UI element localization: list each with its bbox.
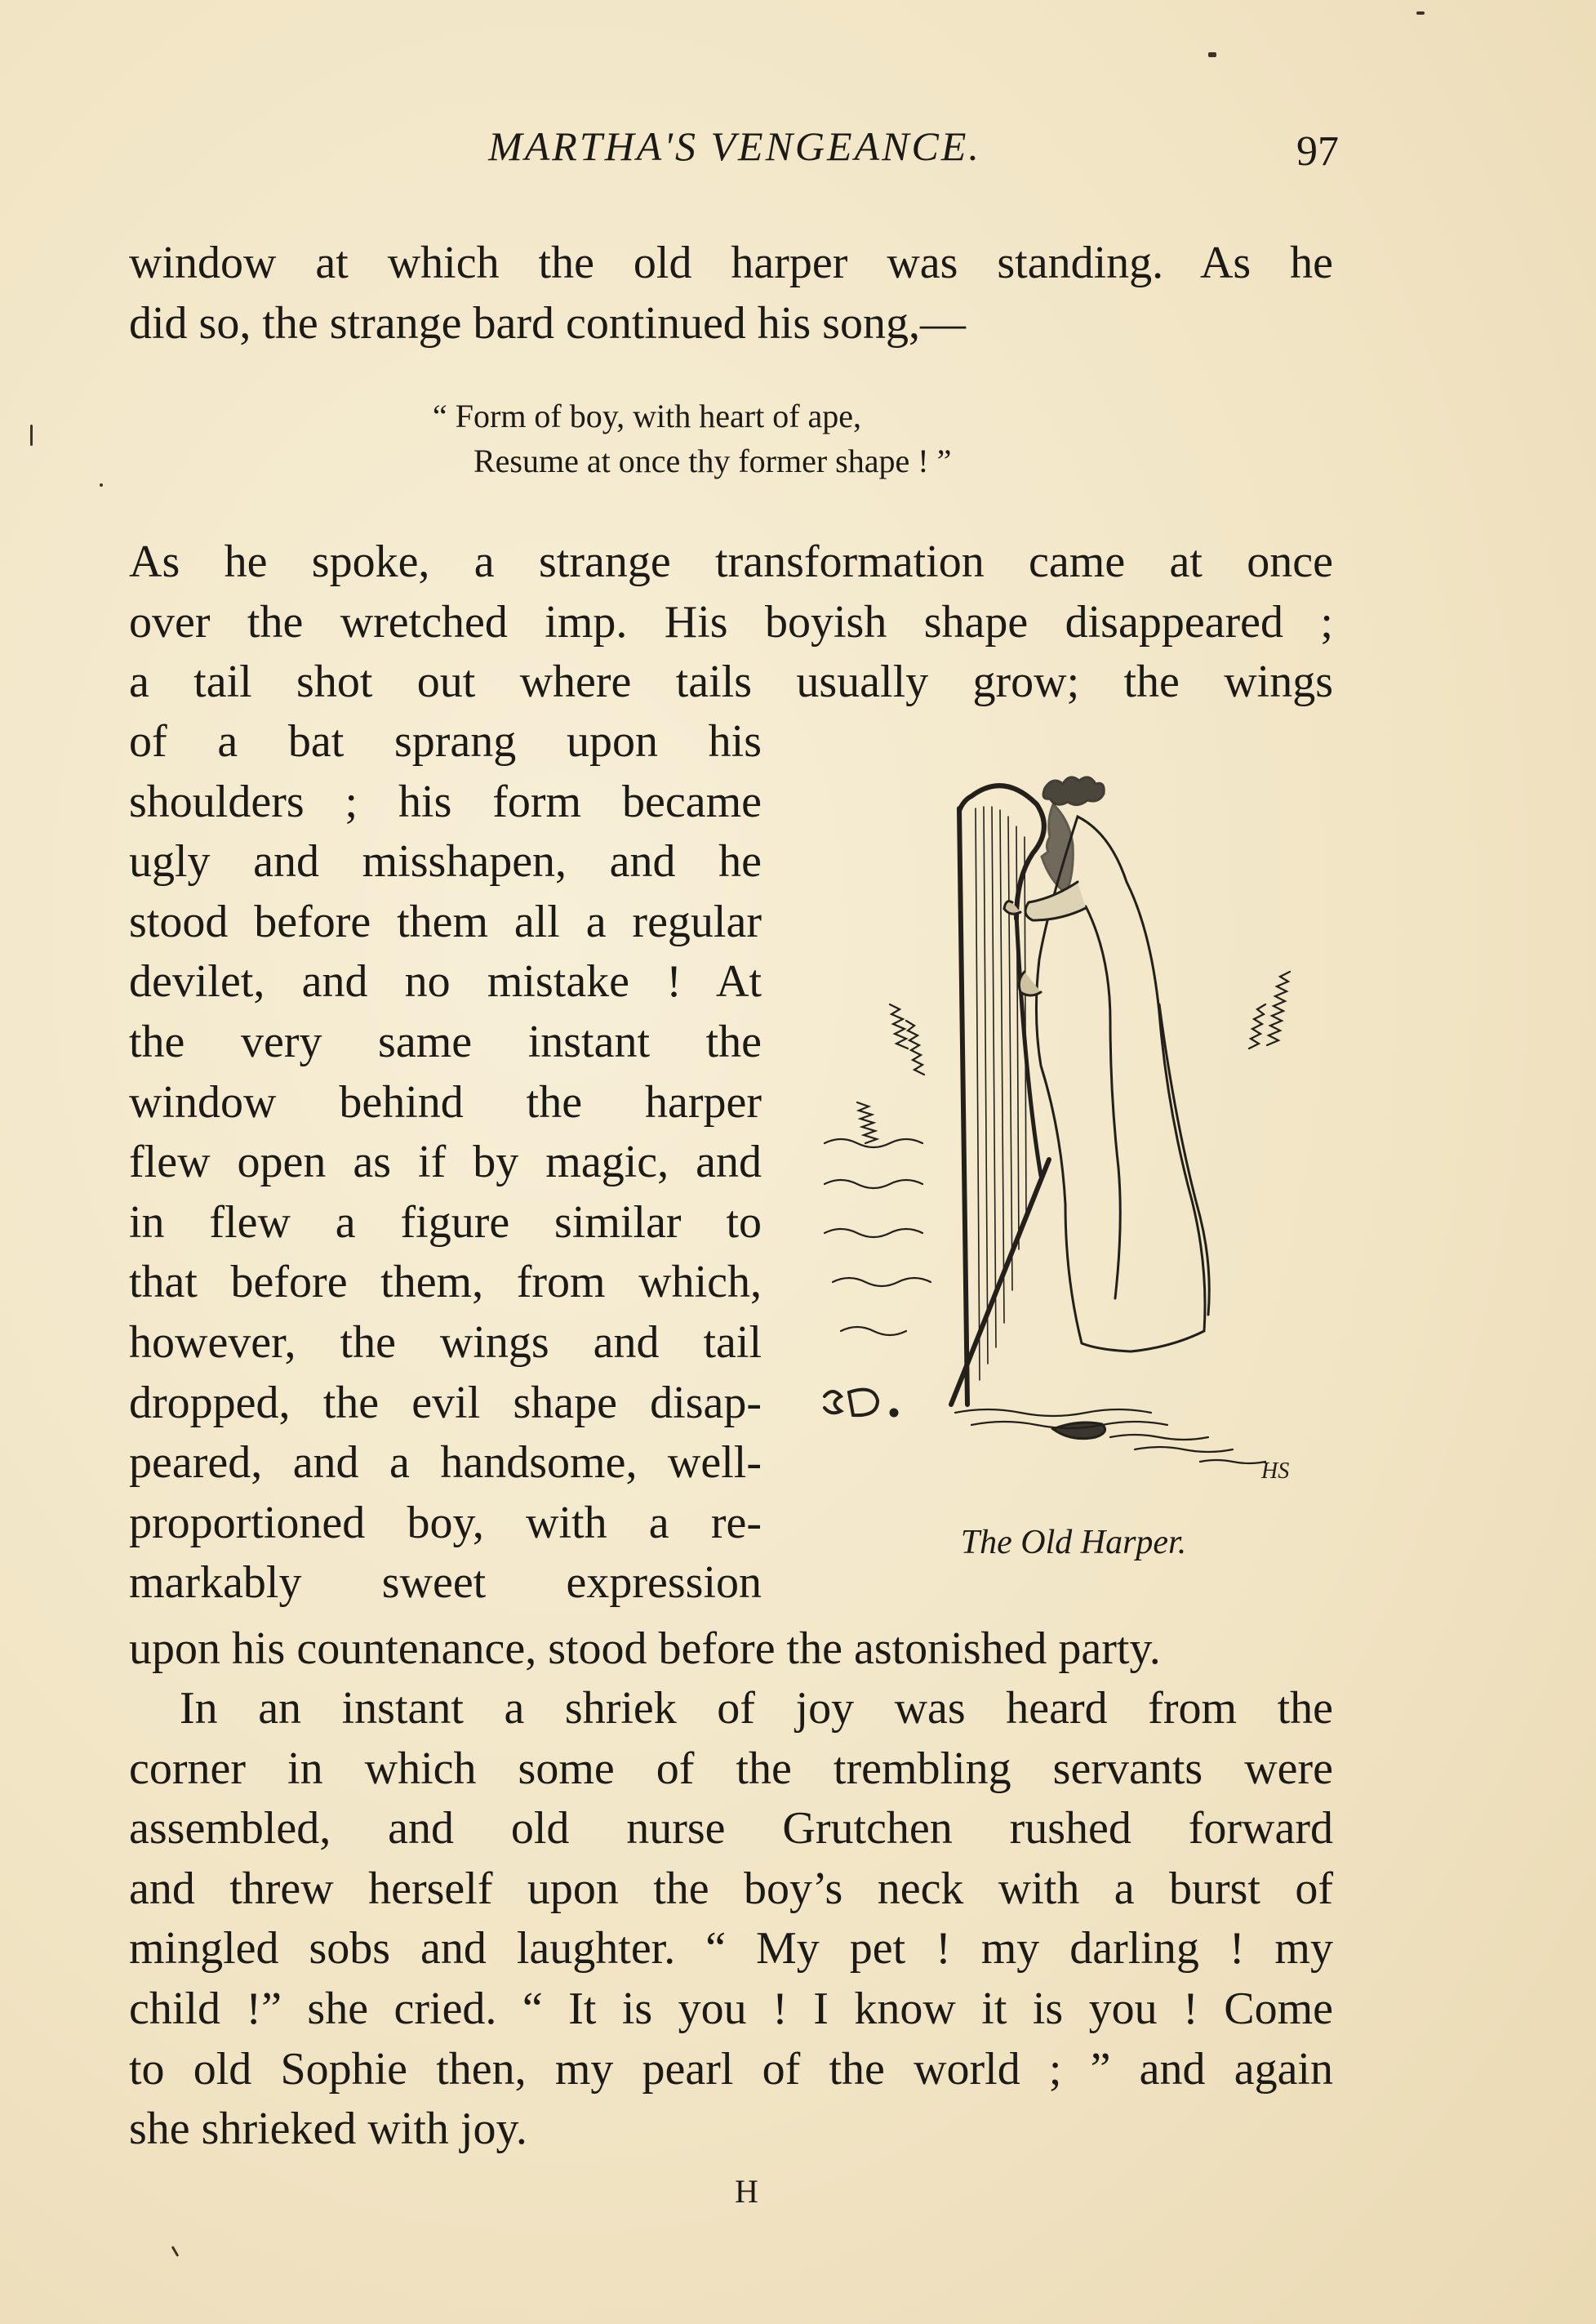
text-line: devilet, and no mistake ! At [129,956,762,1008]
text-line: did so, the strange bard continued his song,— [129,297,966,349]
text-line: of a bat sprang upon his [129,716,762,767]
paper-speck [1416,11,1425,15]
text-line: proportioned boy, with a re- [129,1497,762,1548]
text-line: a tail shot out where tails usually grow; the wings [129,657,1333,708]
text-line: to old Sophie then, my pearl of the world ; ” and again [129,2043,1333,2095]
text-line: markably sweet expression [129,1557,762,1609]
paragraph-3 [129,1679,1333,2160]
old-harper-engraving [808,759,1339,1494]
text-line: assembled, and old nurse Grutchen rushed forward [129,1803,1333,1854]
text-line: window behind the harper [129,1076,762,1128]
running-header [131,122,1339,188]
paragraph-1 [129,234,1333,354]
text-line: In an instant a shriek of joy was heard from the [180,1683,1333,1734]
illustrator-mark: HS [1261,1458,1290,1484]
text-line: in flew a figure similar to [129,1196,762,1248]
figure-caption: The Old Harper. [960,1524,1187,1561]
text-line: corner in which some of the trembling servants were [129,1743,1333,1794]
text-line: over the wretched imp. His boyish shape disappeared ; [129,596,1333,648]
signature-mark: H [735,2173,758,2210]
paragraph-2-top [129,532,1333,713]
paper-speck [30,425,33,446]
text-line: child !” she cried. “ It is you ! I know it is you ! Come [129,1983,1333,2034]
text-line: she shrieked with joy. [129,2104,527,2155]
verse-line-2: Resume at once thy former shape ! ” [473,443,952,479]
paragraph-2-end [129,1619,1333,1680]
text-line: and threw herself upon the boy’s neck with a burst of [129,1863,1333,1914]
text-line: peared, and a handsome, well- [129,1437,762,1489]
text-line: As he spoke, a strange transformation came at once [129,536,1333,587]
text-line: upon his countenance, stood before the astonished party. [129,1623,1161,1674]
running-head-title: MARTHA'S VENGEANCE. [488,123,981,169]
paragraph-2-wrapped-column [129,712,762,1614]
verse-quote [433,394,1167,483]
text-line: stood before them all a regular [129,896,762,947]
verse-line-1: “ Form of boy, with heart of ape, [433,398,862,434]
text-line: however, the wings and tail [129,1316,762,1368]
text-line: mingled sobs and laughter. “ My pet ! my darling ! my [129,1923,1333,1975]
text-line: window at which the old harper was standing. As he [129,238,1333,288]
page-number: 97 [1296,128,1339,175]
harper-illustration [808,759,1339,1561]
text-line: shoulders ; his form became [129,776,762,827]
text-line: flew open as if by magic, and [129,1137,762,1188]
paper-speck [100,483,103,487]
text-line: that before them, from which, [129,1257,762,1308]
text-line: ugly and misshapen, and he [129,836,762,888]
text-line: the very same instant the [129,1016,762,1067]
text-line: dropped, the evil shape disap- [129,1377,762,1428]
paper-speck [1208,52,1216,57]
paper-speck [171,2246,180,2257]
